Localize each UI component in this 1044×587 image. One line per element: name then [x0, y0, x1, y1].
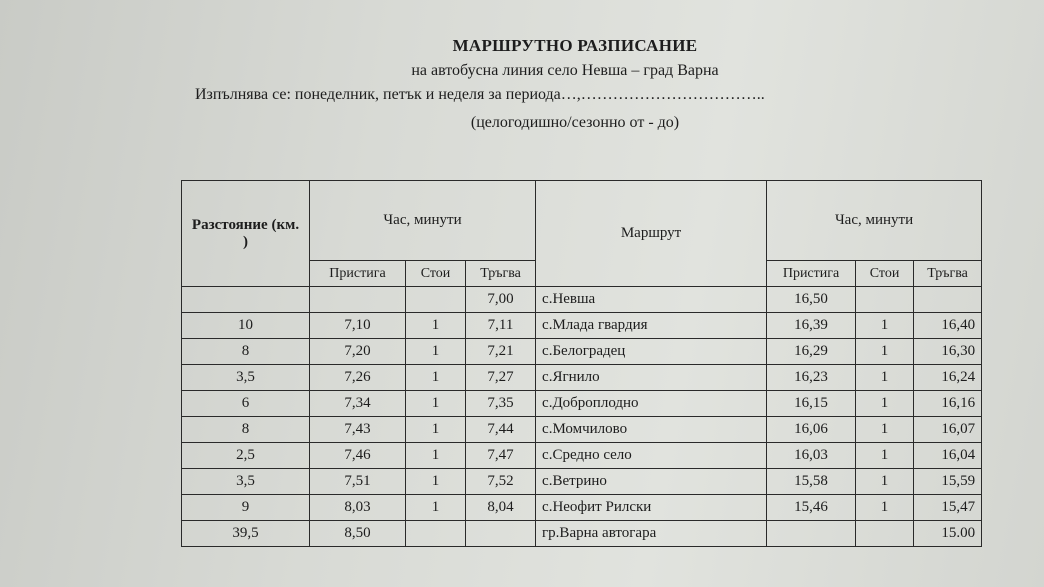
return-arrive-cell: 16,06	[767, 417, 856, 443]
arrive-cell: 7,51	[310, 469, 406, 495]
arrives-header-right: Пристига	[767, 261, 856, 287]
return-arrive-cell: 16,15	[767, 391, 856, 417]
stop-name-cell: с.Ветрино	[536, 469, 767, 495]
stay-cell: 1	[406, 495, 466, 521]
stay-cell: 1	[406, 417, 466, 443]
route-header: Маршрут	[536, 181, 767, 287]
return-arrive-cell: 15,46	[767, 495, 856, 521]
return-stay-cell: 1	[856, 443, 914, 469]
depart-cell	[466, 521, 536, 547]
table-row	[182, 417, 982, 443]
distance-cell: 39,5	[182, 521, 310, 547]
table-row	[182, 469, 982, 495]
arrive-cell: 7,10	[310, 313, 406, 339]
return-arrive-cell: 16,03	[767, 443, 856, 469]
stay-cell: 1	[406, 313, 466, 339]
arrive-cell: 7,26	[310, 365, 406, 391]
distance-cell: 3,5	[182, 469, 310, 495]
time-group-header-left: Час, минути	[310, 181, 536, 261]
distance-cell: 3,5	[182, 365, 310, 391]
period-note: (целогодишно/сезонно от - до)	[470, 114, 680, 131]
arrive-cell: 7,34	[310, 391, 406, 417]
stay-cell: 1	[406, 469, 466, 495]
distance-cell	[182, 287, 310, 313]
arrive-cell: 7,46	[310, 443, 406, 469]
return-arrive-cell: 16,29	[767, 339, 856, 365]
depart-cell: 7,35	[466, 391, 536, 417]
return-stay-cell: 1	[856, 391, 914, 417]
stay-cell: 1	[406, 443, 466, 469]
distance-cell: 6	[182, 391, 310, 417]
return-depart-cell: 15.00	[914, 521, 982, 547]
return-arrive-cell: 16,50	[767, 287, 856, 313]
return-depart-cell: 16,30	[914, 339, 982, 365]
stop-name-cell: с.Ягнило	[536, 365, 767, 391]
table-row	[182, 443, 982, 469]
stop-name-cell: с.Невша	[536, 287, 767, 313]
return-depart-cell: 16,24	[914, 365, 982, 391]
schedule-table	[181, 180, 982, 547]
stop-name-cell: с.Средно село	[536, 443, 767, 469]
return-stay-cell	[856, 287, 914, 313]
return-arrive-cell: 15,58	[767, 469, 856, 495]
stop-name-cell: с.Млада гвардия	[536, 313, 767, 339]
depart-cell: 7,11	[466, 313, 536, 339]
depart-cell: 7,27	[466, 365, 536, 391]
depart-cell: 7,44	[466, 417, 536, 443]
return-arrive-cell	[767, 521, 856, 547]
return-stay-cell: 1	[856, 313, 914, 339]
stays-header-right: Стои	[856, 261, 914, 287]
table-row	[182, 365, 982, 391]
stays-header-left: Стои	[406, 261, 466, 287]
depart-cell: 7,47	[466, 443, 536, 469]
departs-header-left: Тръгва	[466, 261, 536, 287]
return-depart-cell: 16,04	[914, 443, 982, 469]
arrive-cell: 8,50	[310, 521, 406, 547]
stop-name-cell: с.Неофит Рилски	[536, 495, 767, 521]
table-row	[182, 313, 982, 339]
distance-cell: 2,5	[182, 443, 310, 469]
distance-cell: 9	[182, 495, 310, 521]
arrive-cell: 7,43	[310, 417, 406, 443]
document-subtitle: на автобусна линия село Невша – град Варна	[411, 62, 719, 79]
return-depart-cell: 15,59	[914, 469, 982, 495]
return-stay-cell: 1	[856, 469, 914, 495]
stay-cell	[406, 521, 466, 547]
return-depart-cell: 16,40	[914, 313, 982, 339]
time-group-header-right: Час, минути	[767, 181, 982, 261]
distance-cell: 8	[182, 417, 310, 443]
distance-cell: 10	[182, 313, 310, 339]
stay-cell	[406, 287, 466, 313]
depart-cell: 7,21	[466, 339, 536, 365]
return-stay-cell	[856, 521, 914, 547]
return-stay-cell: 1	[856, 495, 914, 521]
stop-name-cell: гр.Варна автогара	[536, 521, 767, 547]
table-row	[182, 391, 982, 417]
return-depart-cell	[914, 287, 982, 313]
arrive-cell	[310, 287, 406, 313]
distance-cell: 8	[182, 339, 310, 365]
return-depart-cell: 15,47	[914, 495, 982, 521]
return-arrive-cell: 16,39	[767, 313, 856, 339]
arrive-cell: 8,03	[310, 495, 406, 521]
stop-name-cell: с.Доброплодно	[536, 391, 767, 417]
operating-days-line: Изпълнява се: понеделник, петък и неделя за периода…,……………………………..	[195, 86, 765, 103]
distance-header: Разстояние (км. )	[182, 181, 310, 287]
document-title: МАРШРУТНО РАЗПИСАНИЕ	[452, 36, 698, 55]
return-arrive-cell: 16,23	[767, 365, 856, 391]
stay-cell: 1	[406, 365, 466, 391]
table-row	[182, 495, 982, 521]
return-stay-cell: 1	[856, 365, 914, 391]
table-row	[182, 521, 982, 547]
arrive-cell: 7,20	[310, 339, 406, 365]
departs-header-right: Тръгва	[914, 261, 982, 287]
stay-cell: 1	[406, 339, 466, 365]
arrives-header-left: Пристига	[310, 261, 406, 287]
table-row	[182, 339, 982, 365]
stay-cell: 1	[406, 391, 466, 417]
table-row	[182, 287, 982, 313]
return-stay-cell: 1	[856, 417, 914, 443]
depart-cell: 7,00	[466, 287, 536, 313]
return-stay-cell: 1	[856, 339, 914, 365]
stop-name-cell: с.Момчилово	[536, 417, 767, 443]
depart-cell: 8,04	[466, 495, 536, 521]
return-depart-cell: 16,16	[914, 391, 982, 417]
return-depart-cell: 16,07	[914, 417, 982, 443]
depart-cell: 7,52	[466, 469, 536, 495]
stop-name-cell: с.Белоградец	[536, 339, 767, 365]
